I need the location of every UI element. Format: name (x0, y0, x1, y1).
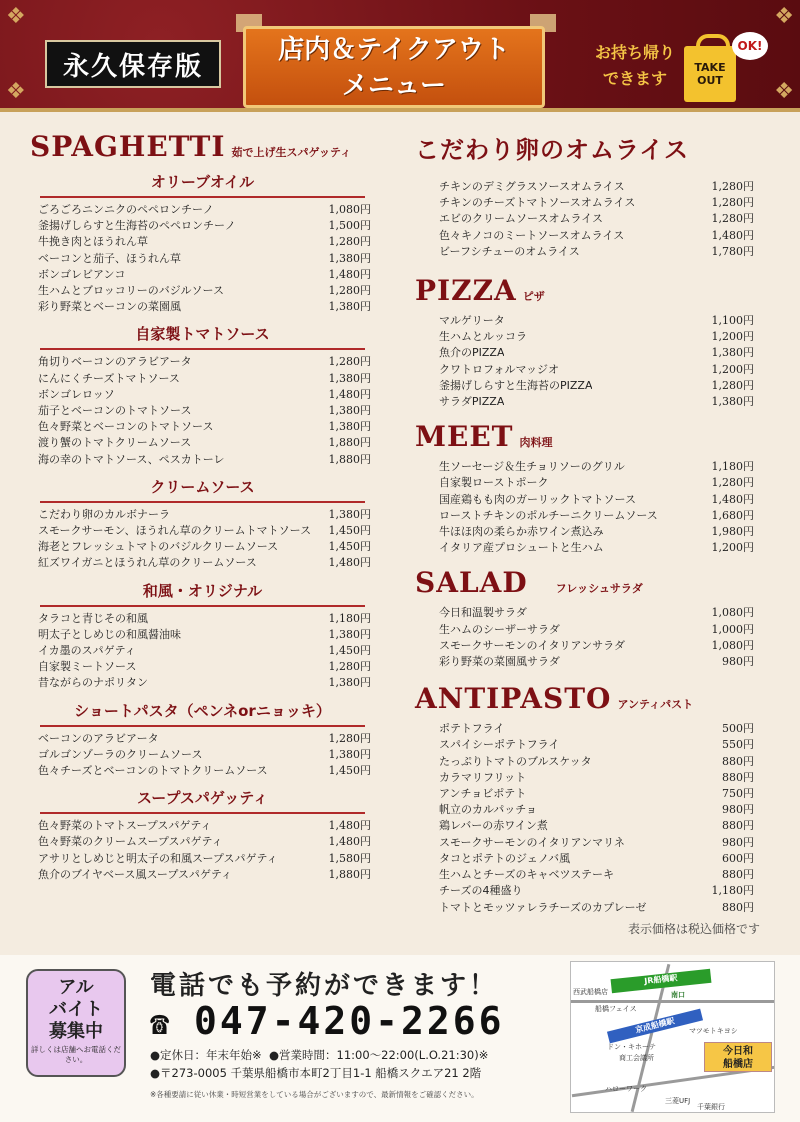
menu-item-name: チーズの4種盛り (439, 884, 523, 898)
jr-station: JR船橋駅 (611, 969, 712, 993)
menu-item-name: チキンのチーズトマトソースオムライス (439, 196, 636, 210)
menu-item (38, 763, 371, 779)
map-label: マツモトキヨシ (689, 1027, 738, 1035)
menu-item-price: 1,480円 (328, 267, 371, 281)
hours-line (150, 1047, 488, 1063)
menu-item-price: 1,280円 (711, 196, 754, 210)
menu-item-price: 1,680円 (711, 508, 754, 522)
menu-item (38, 387, 371, 403)
menu-item (439, 362, 754, 378)
menu-item (439, 622, 754, 638)
menu-item-name: 釜揚げしらすと生海苔のPIZZA (439, 378, 593, 392)
title-line-1: 店内＆テイクアウト (278, 35, 510, 65)
menu-item-price: 750円 (722, 787, 754, 801)
menu-item-name: たっぷりトマトのブルスケッタ (439, 754, 592, 768)
menu-item-name: 色々野菜のクリームスープスパゲティ (38, 835, 223, 849)
meet-title-text: MEET (415, 420, 514, 454)
ok-badge: OK! (732, 32, 768, 60)
menu-item (439, 345, 754, 361)
takeout-line-1: お持ち帰り (594, 43, 675, 62)
menu-item-name: 色々チーズとベーコンのトマトクリームソース (38, 764, 268, 778)
menu-item (38, 747, 371, 763)
omurice-list (415, 179, 760, 260)
menu-item (439, 244, 754, 260)
menu-item (38, 627, 371, 643)
menu-item-name: スモークサーモンのイタリアンマリネ (439, 835, 625, 849)
menu-item-name: ごろごろニンニクのペペロンチーノ (38, 203, 214, 216)
phone-icon: ☎ (150, 1004, 173, 1042)
menu-item-price: 1,280円 (328, 355, 371, 369)
menu-item (439, 835, 754, 851)
menu-item-name: 国産鶏もも肉のガーリックトマトソース (439, 492, 637, 506)
menu-item (439, 754, 754, 770)
menu-item (439, 179, 754, 195)
menu-item-price: 1,480円 (711, 492, 754, 506)
section-heading: 自家製トマトソース (40, 323, 365, 350)
menu-item-price: 1,280円 (711, 476, 754, 490)
antipasto-list (415, 721, 760, 915)
menu-item (38, 867, 371, 883)
menu-item-name: ローストチキンのポルチーニクリームソース (439, 508, 658, 522)
menu-item-name: 生ハムとブロッコリーのバジルソース (38, 284, 224, 298)
section-heading: 和風・オリジナル (40, 580, 365, 607)
menu-item-name: アサリとしめじと明太子の和風スープスパゲティ (38, 851, 278, 865)
menu-item (439, 786, 754, 802)
menu-item-price: 1,280円 (328, 660, 371, 674)
map-label: ハローワーク (605, 1085, 647, 1093)
menu-item (439, 329, 754, 345)
menu-item (439, 770, 754, 786)
menu-item-price: 1,480円 (328, 819, 371, 833)
menu-item-price: 980円 (722, 835, 754, 849)
salad-subtitle: フレッシュサラダ (555, 582, 643, 596)
menu-item-name: 昔ながらのナポリタン (38, 676, 148, 690)
menu-item (38, 435, 371, 451)
menu-item-price: 600円 (722, 851, 754, 865)
menu-item-price: 880円 (722, 770, 754, 784)
menu-item (38, 283, 371, 299)
menu-item-name: こだわり卵のカルボナーラ (38, 507, 170, 521)
menu-item-name: 色々キノコのミートソースオムライス (439, 228, 625, 242)
spaghetti-subtitle: 茹で上げ生スパゲッティ (231, 146, 352, 159)
menu-item (439, 638, 754, 654)
menu-item-price: 550円 (722, 738, 754, 752)
hours-text: ●営業時間：11:00～22:00(L.O.21:30)※ (268, 1048, 489, 1062)
menu-item-name: ボンゴレビアンコ (38, 267, 126, 281)
menu-item-name: タコとポテトのジェノバ風 (439, 851, 571, 865)
menu-item-price: 1,380円 (328, 507, 371, 521)
menu-item (439, 508, 754, 524)
menu-item (439, 313, 754, 329)
menu-item-name: 生ハムとルッコラ (439, 330, 527, 344)
menu-item-price: 1,880円 (328, 452, 371, 466)
menu-item-name: カラマリフリット (439, 770, 527, 784)
menu-item-price: 1,080円 (711, 638, 754, 652)
menu-item (439, 195, 754, 211)
section-list (30, 202, 375, 315)
menu-item-price: 1,380円 (711, 395, 754, 409)
menu-item-name: 茄子とベーコンのトマトソース (38, 404, 192, 418)
menu-item (38, 818, 371, 834)
menu-item (38, 675, 371, 691)
menu-item-name: ポテトフライ (439, 722, 505, 736)
menu-item-name: 渡り蟹のトマトクリームソース (38, 436, 192, 450)
menu-item (38, 523, 371, 539)
map-label: 船橋フェイス (595, 1005, 637, 1013)
menu-item (38, 403, 371, 419)
menu-item (439, 394, 754, 410)
menu-item-name: 生ハムのシーザーサラダ (439, 622, 560, 636)
phone-number[interactable] (150, 999, 505, 1043)
antipasto-title (415, 682, 760, 715)
menu-item (38, 202, 371, 218)
menu-item-name: 色々野菜のトマトスープスパゲティ (38, 819, 212, 833)
ornament-icon: ❖ (6, 4, 26, 29)
menu-item (439, 211, 754, 227)
section-heading: オリーブオイル (40, 171, 365, 198)
menu-item-price: 1,380円 (328, 251, 371, 265)
menu-item (439, 867, 754, 883)
menu-item-price: 1,380円 (328, 627, 371, 641)
menu-item (38, 555, 371, 571)
spaghetti-title (30, 130, 375, 163)
map-label: 千葉銀行 (697, 1103, 725, 1111)
menu-item-price: 1,450円 (328, 524, 371, 538)
map-label: 西武船橋店 (573, 988, 608, 996)
menu-item (38, 218, 371, 234)
menu-item-price: 880円 (722, 754, 754, 768)
menu-item (38, 851, 371, 867)
menu-item-name: アンチョビポテト (439, 787, 527, 801)
ornament-icon: ❖ (774, 4, 794, 29)
menu-item (439, 900, 754, 916)
menu-item-name: にんにくチーズトマトソース (38, 371, 180, 385)
menu-item-name: 牛ほほ肉の柔らか赤ワイン煮込み (439, 525, 604, 539)
menu-item-price: 1,480円 (711, 228, 754, 242)
menu-item-name: スモークサーモン、ほうれん草のクリームトマトソース (38, 524, 312, 538)
menu-item (439, 851, 754, 867)
menu-item-name: クワトロフォルマッジオ (439, 362, 560, 376)
menu-item-price: 500円 (722, 722, 754, 736)
menu-item (439, 605, 754, 621)
tax-note: 表示価格は税込価格です (627, 921, 760, 936)
menu-item-name: スモークサーモンのイタリアンサラダ (439, 638, 626, 652)
fine-print: ※各種要請に従い休業・時短営業をしている場合がございますので、最新情報をご確認ください。 (150, 1090, 479, 1099)
menu-item-name: 帆立のカルパッチョ (439, 803, 537, 817)
menu-item (439, 492, 754, 508)
menu-item-price: 1,080円 (711, 606, 754, 620)
menu-item-price: 1,480円 (328, 556, 371, 570)
menu-item-price: 1,880円 (328, 436, 371, 450)
menu-item-name: 明太子としめじの和風醤油味 (38, 627, 181, 641)
ornament-icon: ❖ (774, 79, 794, 104)
menu-item (38, 251, 371, 267)
menu-item-name: スパイシーポテトフライ (439, 738, 560, 752)
menu-item-name: エビのクリームソースオムライス (439, 212, 604, 226)
menu-item-price: 1,450円 (328, 540, 371, 554)
menu-item (439, 737, 754, 753)
menu-item-name: 魚介のブイヤベース風スープスパゲティ (38, 867, 233, 881)
menu-item-price: 880円 (722, 868, 754, 882)
menu-item-price: 1,380円 (328, 371, 371, 385)
map-label: 三菱UFJ (665, 1097, 691, 1105)
menu-item (439, 459, 754, 475)
section-list (30, 507, 375, 572)
menu-item-price: 880円 (722, 900, 754, 914)
map-road (571, 1000, 775, 1003)
antipasto-title-text: ANTIPASTO (415, 682, 612, 716)
antipasto-subtitle: アンティパスト (617, 698, 694, 712)
menu-item-price: 1,380円 (328, 420, 371, 434)
pizza-list (415, 313, 760, 410)
menu-item-name: 色々野菜とベーコンのトマトソース (38, 420, 214, 434)
section-heading: スープスパゲッティ (40, 787, 365, 814)
store-location-marker (704, 1042, 772, 1072)
menu-item-price: 1,880円 (328, 867, 371, 881)
menu-item-name: 角切りベーコンのアラビアータ (38, 355, 192, 369)
menu-item-name: チキンのデミグラスソースオムライス (439, 180, 625, 193)
menu-item (38, 419, 371, 435)
menu-item-price: 1,180円 (711, 884, 754, 898)
access-map (570, 961, 775, 1113)
menu-item-price: 1,580円 (328, 851, 371, 865)
menu-title (243, 26, 545, 108)
menu-item-name: サラダPIZZA (439, 395, 505, 409)
section-list (30, 731, 375, 780)
menu-item-name: ボンゴレロッソ (38, 387, 115, 401)
menu-item (439, 524, 754, 540)
section-list (30, 354, 375, 467)
menu-item (439, 883, 754, 899)
menu-item-name: ベーコンのアラビアータ (38, 731, 159, 745)
takeout-bag-icon (684, 46, 736, 102)
recruit-line-1: アル (58, 977, 94, 998)
menu-item (38, 659, 371, 675)
section-heading: クリームソース (40, 476, 365, 503)
takeout-line-2: できます (602, 69, 667, 88)
menu-item-price: 1,480円 (328, 387, 371, 401)
spaghetti-sections (30, 171, 375, 883)
spaghetti-title-text: SPAGHETTI (30, 130, 226, 163)
menu-item-price: 1,180円 (328, 611, 371, 625)
map-south-exit: 南口 (671, 991, 685, 999)
salad-title (415, 566, 760, 599)
menu-item-price: 1,180円 (711, 460, 754, 474)
menu-item-name: 鶏レバーの赤ワイン煮 (439, 819, 548, 833)
menu-item-name: ビーフシチューのオムライス (439, 244, 580, 258)
footer (0, 955, 800, 1122)
menu-item-price: 1,380円 (328, 404, 371, 418)
bag-text-2: OUT (697, 74, 723, 87)
menu-item-name: トマトとモッツァレラチーズのカプレーゼ (439, 900, 647, 914)
menu-item-price: 1,780円 (711, 244, 754, 258)
salad-list (415, 605, 760, 670)
menu-item-price: 1,450円 (328, 764, 371, 778)
section-heading: ショートパスタ（ペンネorニョッキ） (40, 700, 365, 727)
header-banner (0, 0, 800, 112)
meet-list (415, 459, 760, 556)
menu-item (38, 507, 371, 523)
map-label: ドン・キホーテ (607, 1043, 656, 1051)
phone-number-text[interactable]: 047-420-2266 (194, 999, 505, 1043)
menu-item-name: ベーコンと茄子、ほうれん草 (38, 251, 181, 265)
menu-item (38, 267, 371, 283)
menu-item (38, 643, 371, 659)
menu-item-name: 彩り野菜の菜園風サラダ (439, 655, 560, 669)
menu-item-name: 魚介のPIZZA (439, 346, 505, 360)
menu-item-price: 1,380円 (711, 346, 754, 360)
meet-title (415, 420, 760, 453)
reservation-lead: 電話でも予約ができます！ (150, 971, 499, 1001)
menu-item-price: 980円 (722, 803, 754, 817)
menu-item-name: 牛挽き肉とほうれん草 (38, 235, 148, 249)
menu-item-price: 1,500円 (328, 219, 371, 233)
section-list (30, 818, 375, 883)
takeout-note (570, 40, 700, 92)
menu-item-price: 1,000円 (711, 622, 754, 636)
menu-item-name: イカ墨のスパゲティ (38, 644, 136, 658)
menu-item-price: 1,280円 (711, 180, 754, 193)
menu-item (38, 611, 371, 627)
menu-item-price: 1,280円 (328, 284, 371, 298)
map-label: 商工会議所 (619, 1054, 654, 1062)
ornament-icon: ❖ (6, 79, 26, 104)
menu-item (38, 539, 371, 555)
recruit-note: 詳しくは店舗へお電話ください。 (31, 1045, 121, 1064)
menu-item (38, 234, 371, 250)
pizza-subtitle: ピザ (522, 290, 545, 304)
menu-item-name: 彩り野菜とベーコンの菜園風 (38, 300, 181, 314)
pizza-title (415, 274, 760, 307)
menu-item-price: 1,080円 (328, 203, 371, 216)
menu-item-price: 1,280円 (711, 378, 754, 392)
keisei-station: 京成船橋駅 (607, 1009, 703, 1044)
menu-item-price: 1,380円 (328, 747, 371, 761)
menu-item-price: 1,280円 (328, 731, 371, 745)
menu-item-name: タラコと青じその和風 (38, 611, 148, 625)
menu-item-price: 1,450円 (328, 644, 371, 658)
menu-item (439, 721, 754, 737)
menu-item (439, 475, 754, 491)
menu-item-price: 880円 (722, 819, 754, 833)
menu-item-name: 自家製ミートソース (38, 660, 137, 674)
menu-item-name: 釜揚げしらすと生海苔のペペロンチーノ (38, 219, 236, 233)
menu-item-name: 今日和温製サラダ (439, 606, 527, 620)
spaghetti-column (30, 130, 375, 883)
menu-item (38, 452, 371, 468)
menu-item-name: 生ハムとチーズのキャベツステーキ (439, 868, 615, 882)
menu-item-price: 980円 (722, 655, 754, 669)
section-list (30, 611, 375, 692)
menu-item-name: イタリア産プロシュートと生ハム (439, 541, 604, 555)
menu-item (38, 371, 371, 387)
menu-item-price: 1,280円 (711, 212, 754, 226)
menu-item (439, 654, 754, 670)
store-name-1: 今日和 (723, 1046, 753, 1057)
holiday-text: ●定休日：年末年始※ (150, 1048, 262, 1062)
menu-item-name: 自家製ローストポーク (439, 476, 549, 490)
right-column (415, 130, 760, 937)
menu-item (439, 378, 754, 394)
pizza-title-text: PIZZA (415, 274, 517, 308)
menu-item-name: 海老とフレッシュトマトのバジルクリームソース (38, 540, 279, 554)
menu-item (439, 228, 754, 244)
menu-item (439, 540, 754, 556)
title-line-2: メニュー (341, 71, 446, 101)
menu-item-price: 1,200円 (711, 362, 754, 376)
recruit-line-3: 募集中 (49, 1021, 103, 1042)
menu-item (38, 354, 371, 370)
address-line: ●〒273-0005 千葉県船橋市本町2丁目1-1 船橋スクエア21 2階 (150, 1066, 482, 1080)
salad-title-text: SALAD (415, 566, 528, 600)
menu-item-price: 1,480円 (328, 835, 371, 849)
menu-item-name: マルゲリータ (439, 314, 505, 328)
menu-item (38, 299, 371, 315)
menu-item (439, 818, 754, 834)
meet-subtitle: 肉料理 (519, 436, 553, 450)
menu-item (38, 731, 371, 747)
menu-item-price: 1,200円 (711, 541, 754, 555)
menu-item-price: 1,280円 (328, 235, 371, 249)
menu-item-price: 1,980円 (711, 525, 754, 539)
menu-item-price: 1,200円 (711, 330, 754, 344)
menu-item (38, 834, 371, 850)
store-name-2: 船橋店 (723, 1059, 753, 1070)
keep-label: 永久保存版 (45, 40, 221, 88)
menu-item-name: 紅ズワイガニとほうれん草のクリームソース (38, 556, 257, 570)
menu-item-price: 1,380円 (328, 300, 371, 314)
menu-item-price: 1,100円 (711, 314, 754, 328)
recruit-badge (26, 969, 126, 1077)
menu-item-name: 生ソーセージ＆生チョリソーのグリル (439, 460, 625, 474)
menu-item-name: ゴルゴンゾーラのクリームソース (38, 747, 203, 761)
menu-item-name: 海の幸のトマトソース、ペスカトーレ (38, 452, 225, 466)
bag-text-1: TAKE (694, 61, 726, 74)
omurice-title: こだわり卵のオムライス (415, 136, 690, 164)
menu-item (439, 802, 754, 818)
recruit-line-2: バイト (49, 999, 103, 1020)
menu-item-price: 1,380円 (328, 676, 371, 690)
